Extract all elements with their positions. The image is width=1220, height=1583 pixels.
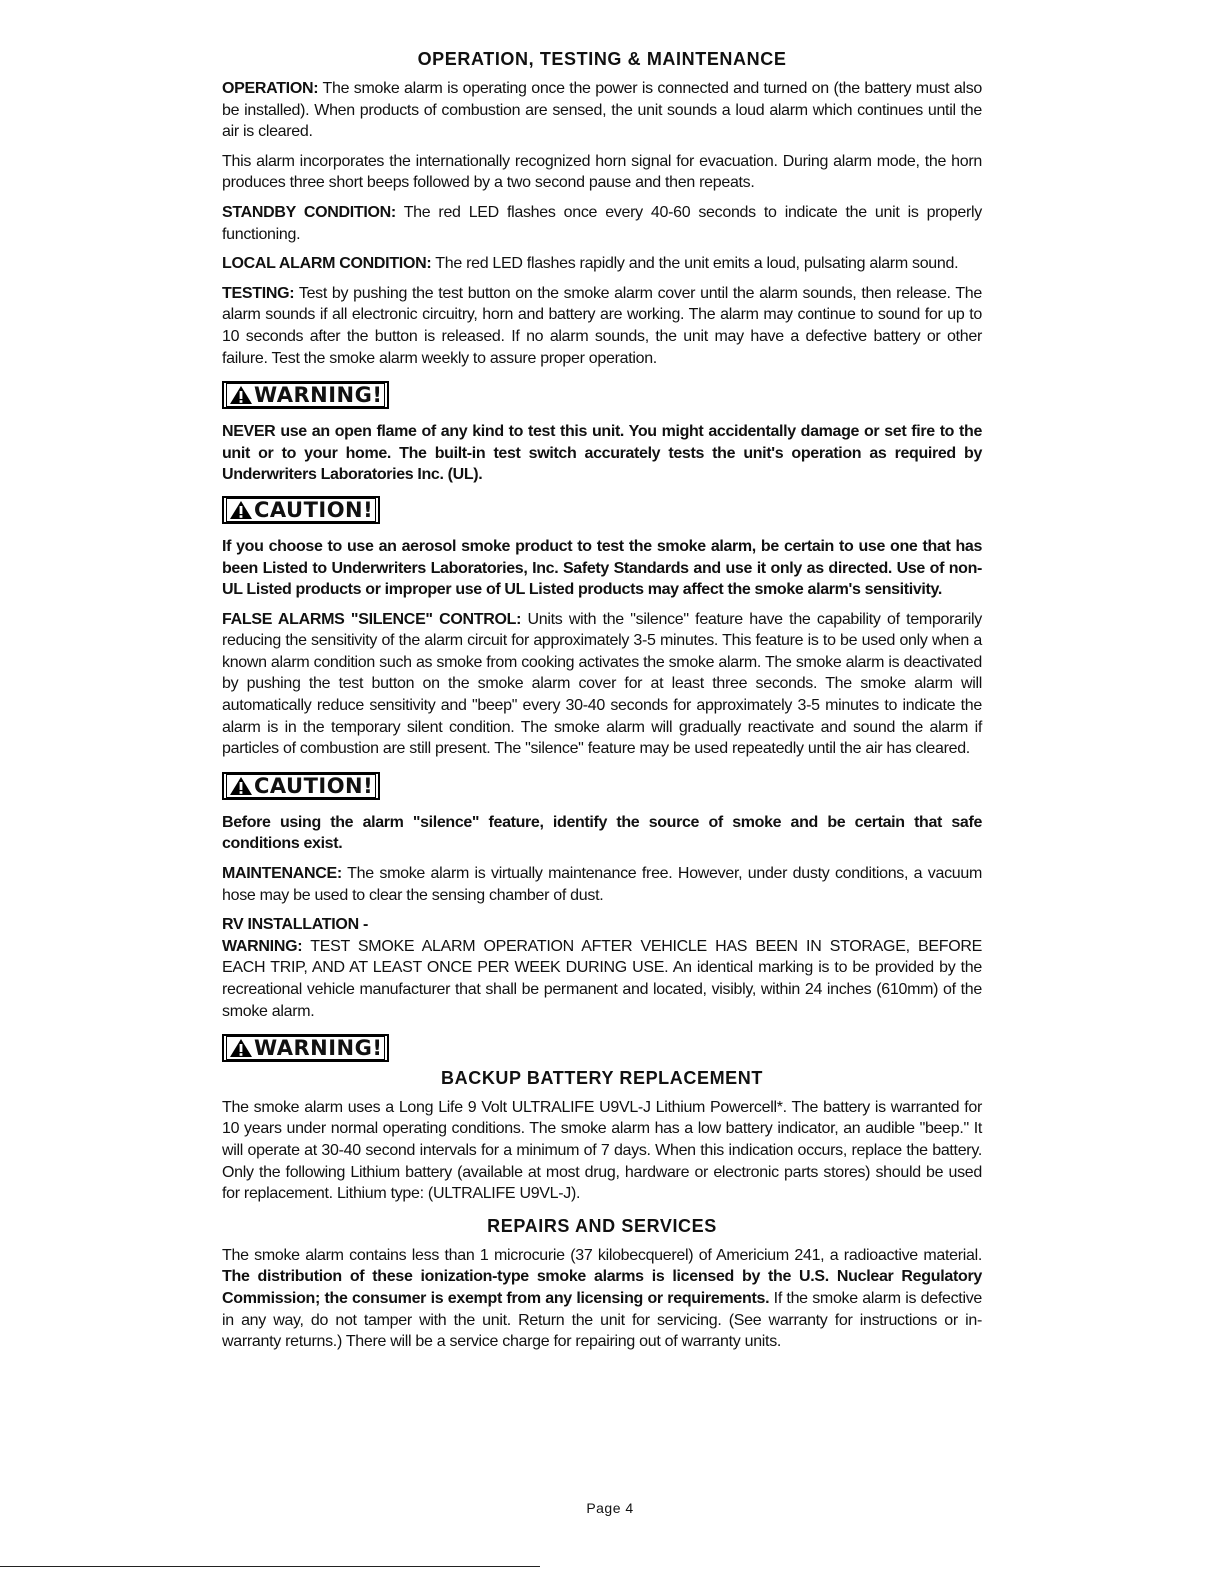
false-alarms-label: FALSE ALARMS "SILENCE" CONTROL: <box>222 610 522 628</box>
local-alarm-paragraph <box>222 253 982 275</box>
caution-badge-text: CAUTION! <box>254 497 374 522</box>
maintenance-label: MAINTENANCE: <box>222 865 342 883</box>
operation-paragraph <box>222 78 982 143</box>
warning-flame-paragraph: NEVER use an open flame of any kind to test this unit. You might accidentally damage or set fire to the unit or to your home. The built-in test switch accurately tests the unit's operation as required by Underwriters Laboratories Inc. (UL). <box>222 423 982 484</box>
caution-aerosol-paragraph: If you choose to use an aerosol smoke product to test the smoke alarm, be certain to use one that has been Listed to Underwriters Laboratories, Inc. Safety Standards and use it only as directed. Use of non-UL Listed products or improper use of UL Listed products may affect the smoke alarm's sensitivity. <box>222 537 982 599</box>
section-heading-battery: BACKUP BATTERY REPLACEMENT <box>441 1067 763 1088</box>
caution-silence-paragraph: Before using the alarm "silence" feature, identify the source of smoke and be certain that safe conditions exist. <box>222 813 982 853</box>
maintenance-paragraph <box>222 863 982 906</box>
repairs-bold-text: The distribution of these ionization-type smoke alarms is licensed by the U.S. Nuclear Regulatory Commission; the consumer is exempt from any licensing or requirements. <box>222 1268 982 1307</box>
operation-text: The smoke alarm is operating once the power is connected and turned on (the battery must also be installed). When products of combustion are sensed, the unit sounds a loud alarm which continues until the air is cleared. <box>222 80 982 141</box>
warning-badge <box>222 1034 389 1062</box>
operation-label: OPERATION: <box>222 80 319 97</box>
local-alarm-label: LOCAL ALARM CONDITION: <box>222 255 432 273</box>
manual-page <box>222 46 982 1361</box>
footer-rule <box>0 1566 540 1567</box>
false-alarms-text: Units with the "silence" feature have the capability of temporarily reducing the sensitivity of the alarm circuit for approximately 3-5 minutes. This feature is to be used only when a known alarm condition such as smoke from cooking activates the smoke alarm. The smoke alarm is deactivated by pushing the test button on the smoke alarm cover for at least three seconds. The smoke alarm will automatically reduce sensitivity and "beep" every 30-40 seconds for approximately 3-5 minutes to indicate the alarm is in the temporary silent condition. The smoke alarm will gradually reactivate and sound the alarm if particles of combustion are still present. The "silence" feature may be used repeatedly until the air has cleared. <box>222 610 983 758</box>
local-alarm-text: The red LED flashes rapidly and the unit emits a loud, pulsating alarm sound. <box>431 255 959 273</box>
standby-label: STANDBY CONDITION: <box>222 203 396 221</box>
warning-badge-text: WARNING! <box>254 1036 383 1061</box>
warning-triangle-icon <box>229 385 253 405</box>
standby-text: The red LED flashes once every 40-60 seconds to indicate the unit is properly functioning. <box>222 203 982 243</box>
page-number: Page 4 <box>586 1500 634 1516</box>
warning-badge-text: WARNING! <box>254 383 383 408</box>
repairs-paragraph <box>222 1245 982 1353</box>
section-heading-operation: OPERATION, TESTING & MAINTENANCE <box>417 49 787 69</box>
rv-warning-label: WARNING: <box>222 937 303 955</box>
warning-triangle-icon <box>229 1038 253 1058</box>
standby-paragraph <box>222 202 982 245</box>
caution-badge-text: CAUTION! <box>254 773 374 798</box>
section-heading-repairs: REPAIRS AND SERVICES <box>487 1215 717 1236</box>
warning-triangle-icon <box>229 776 253 796</box>
false-alarms-paragraph <box>222 609 982 760</box>
testing-label: TESTING: <box>222 284 295 302</box>
warning-badge <box>222 381 389 409</box>
caution-badge <box>222 772 380 800</box>
repairs-text-end: If the smoke alarm is defective in any way, do not tamper with the unit. Return the unit for servicing. (See warranty for instructions or in-warranty returns.) There will be a service charge for repairing out of warranty units. <box>222 1289 982 1351</box>
rv-warning-paragraph <box>222 936 982 1022</box>
rv-installation-heading: RV INSTALLATION - <box>222 916 369 934</box>
battery-paragraph: The smoke alarm uses a Long Life 9 Volt ULTRALIFE U9VL-J Lithium Powercell*. The battery is warranted for 10 years under normal operating conditions. The smoke alarm has a low battery indicator, an audible "beep." It will operate at 30-40 second intervals for a minimum of 7 days. When this indication occurs, replace the battery. Only the following Lithium battery (available at most drug, hardware or electronic parts stores) should be used for replacement. Lithium type: (ULTRALIFE U9VL-J). <box>222 1098 982 1203</box>
caution-badge <box>222 496 380 524</box>
maintenance-text: The smoke alarm is virtually maintenance free. However, under dusty conditions, a vacuum hose may be used to clear the sensing chamber of dust. <box>222 865 982 904</box>
warning-triangle-icon <box>229 500 253 520</box>
repairs-text-start: The smoke alarm contains less than 1 microcurie (37 kilobecquerel) of Americium 241, a radioactive material. <box>222 1246 982 1264</box>
horn-signal-paragraph: This alarm incorporates the internationally recognized horn signal for evacuation. During alarm mode, the horn produces three short beeps followed by a two second pause and then repeats. <box>222 152 982 192</box>
testing-text: Test by pushing the test button on the smoke alarm cover until the alarm sounds, then release. The alarm sounds if all electronic circuitry, horn and battery are working. The alarm may continue to sound for up to 10 seconds after the button is released. If no alarm sounds, the unit may have a defective battery or other failure. Test the smoke alarm weekly to assure proper operation. <box>222 284 982 367</box>
rv-warning-text: TEST SMOKE ALARM OPERATION AFTER VEHICLE HAS BEEN IN STORAGE, BEFORE EACH TRIP, AND AT LEAST ONCE PER WEEK DURING USE. An identical marking is to be provided by the recreational vehicle manufacturer that shall be permanent and located, visibly, within 24 inches (610mm) of the smoke alarm. <box>222 937 982 1020</box>
testing-paragraph <box>222 283 982 369</box>
